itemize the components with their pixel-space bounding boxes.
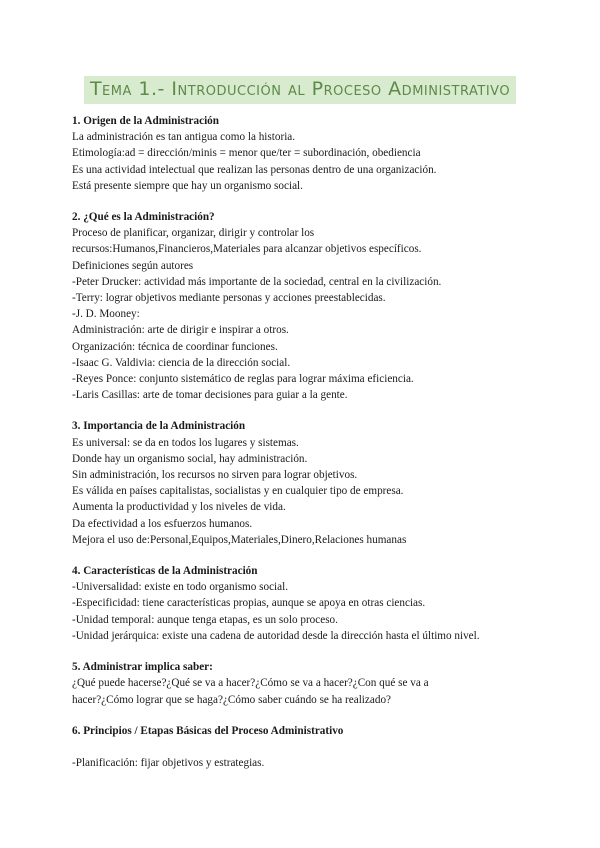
paragraph-line: -Universalidad: existe en todo organismo social. (72, 581, 289, 594)
paragraph-line: Donde hay un organismo social, hay administración. (72, 452, 308, 465)
paragraph-line: -Reyes Ponce: conjunto sistemático de reglas para lograr máxima eficiencia. (72, 373, 414, 386)
paragraph-line: Administración: arte de dirigir e inspirar a otros. (72, 324, 289, 337)
section-importancia (72, 418, 542, 548)
paragraph-line: recursos:Humanos,Financieros,Materiales para alcanzar objetivos específicos. (72, 243, 422, 256)
paragraph-line: Definiciones según autores (72, 259, 194, 272)
paragraph-line: hacer?¿Cómo lograr que se haga?¿Cómo saber cuándo se ha realizado? (72, 693, 392, 706)
section-heading: 6. Principios / Etapas Básicas del Proceso Administrativo (72, 724, 344, 737)
section-principios (72, 723, 542, 772)
paragraph-line: -J. D. Mooney: (72, 308, 140, 321)
paragraph-line: Está presente siempre que hay un organismo social. (72, 179, 303, 192)
paragraph-line: Es una actividad intelectual que realizan las personas dentro de una organización. (72, 163, 437, 176)
document-body (72, 113, 542, 771)
paragraph-line: Aumenta la productividad y los niveles de vida. (72, 501, 286, 514)
section-origen (72, 113, 542, 194)
paragraph-line: Sin administración, los recursos no sirven para lograr objetivos. (72, 469, 358, 482)
section-que-es (72, 209, 542, 403)
paragraph-line: Mejora el uso de:Personal,Equipos,Materiales,Dinero,Relaciones humanas (72, 533, 407, 546)
section-administrar-implica (72, 659, 542, 708)
paragraph-line: Da efectividad a los esfuerzos humanos. (72, 517, 253, 530)
paragraph-line: -Laris Casillas: arte de tomar decisiones para guiar a la gente. (72, 389, 348, 402)
paragraph-line: Organización: técnica de coordinar funciones. (72, 340, 278, 353)
paragraph-line: La administración es tan antigua como la historia. (72, 131, 296, 144)
section-heading: 1. Origen de la Administración (72, 115, 219, 127)
paragraph-line: -Terry: lograr objetivos mediante personas y acciones preestablecidas. (72, 292, 386, 305)
paragraph-line: -Planificación: fijar objetivos y estrategias. (72, 757, 265, 770)
paragraph-line: -Isaac G. Valdivia: ciencia de la dirección social. (72, 356, 291, 369)
section-caracteristicas (72, 563, 542, 644)
paragraph-line: -Especificidad: tiene características propias, aunque se apoya en otras ciencias. (72, 597, 426, 610)
paragraph-line: -Unidad temporal: aunque tenga etapas, es un solo proceso. (72, 613, 338, 626)
section-heading: 5. Administrar implica saber: (72, 661, 213, 674)
paragraph-line: Proceso de planificar, organizar, dirigir y controlar los (72, 227, 315, 240)
section-heading: 4. Características de la Administración (72, 565, 258, 578)
paragraph-line: ¿Qué puede hacerse?¿Qué se va a hacer?¿Cómo se va a hacer?¿Con qué se va a (72, 677, 429, 690)
title-container (0, 76, 600, 104)
section-heading: 3. Importancia de la Administración (72, 420, 246, 433)
document-title: Tema 1.- Introducción al Proceso Administrativo (84, 76, 516, 104)
paragraph-line: Etimología:ad = dirección/minis = menor que/ter = subordinación, obediencia (72, 147, 421, 160)
section-heading: 2. ¿Qué es la Administración? (72, 211, 215, 224)
paragraph-line: -Unidad jerárquica: existe una cadena de autoridad desde la dirección hasta el último nivel. (72, 629, 480, 642)
paragraph-line: Es válida en países capitalistas, socialistas y en cualquier tipo de empresa. (72, 485, 404, 498)
paragraph-line: Es universal: se da en todos los lugares y sistemas. (72, 436, 299, 449)
paragraph-line: -Peter Drucker: actividad más importante de la sociedad, central en la civilización. (72, 275, 442, 288)
spacer-line (72, 739, 542, 755)
